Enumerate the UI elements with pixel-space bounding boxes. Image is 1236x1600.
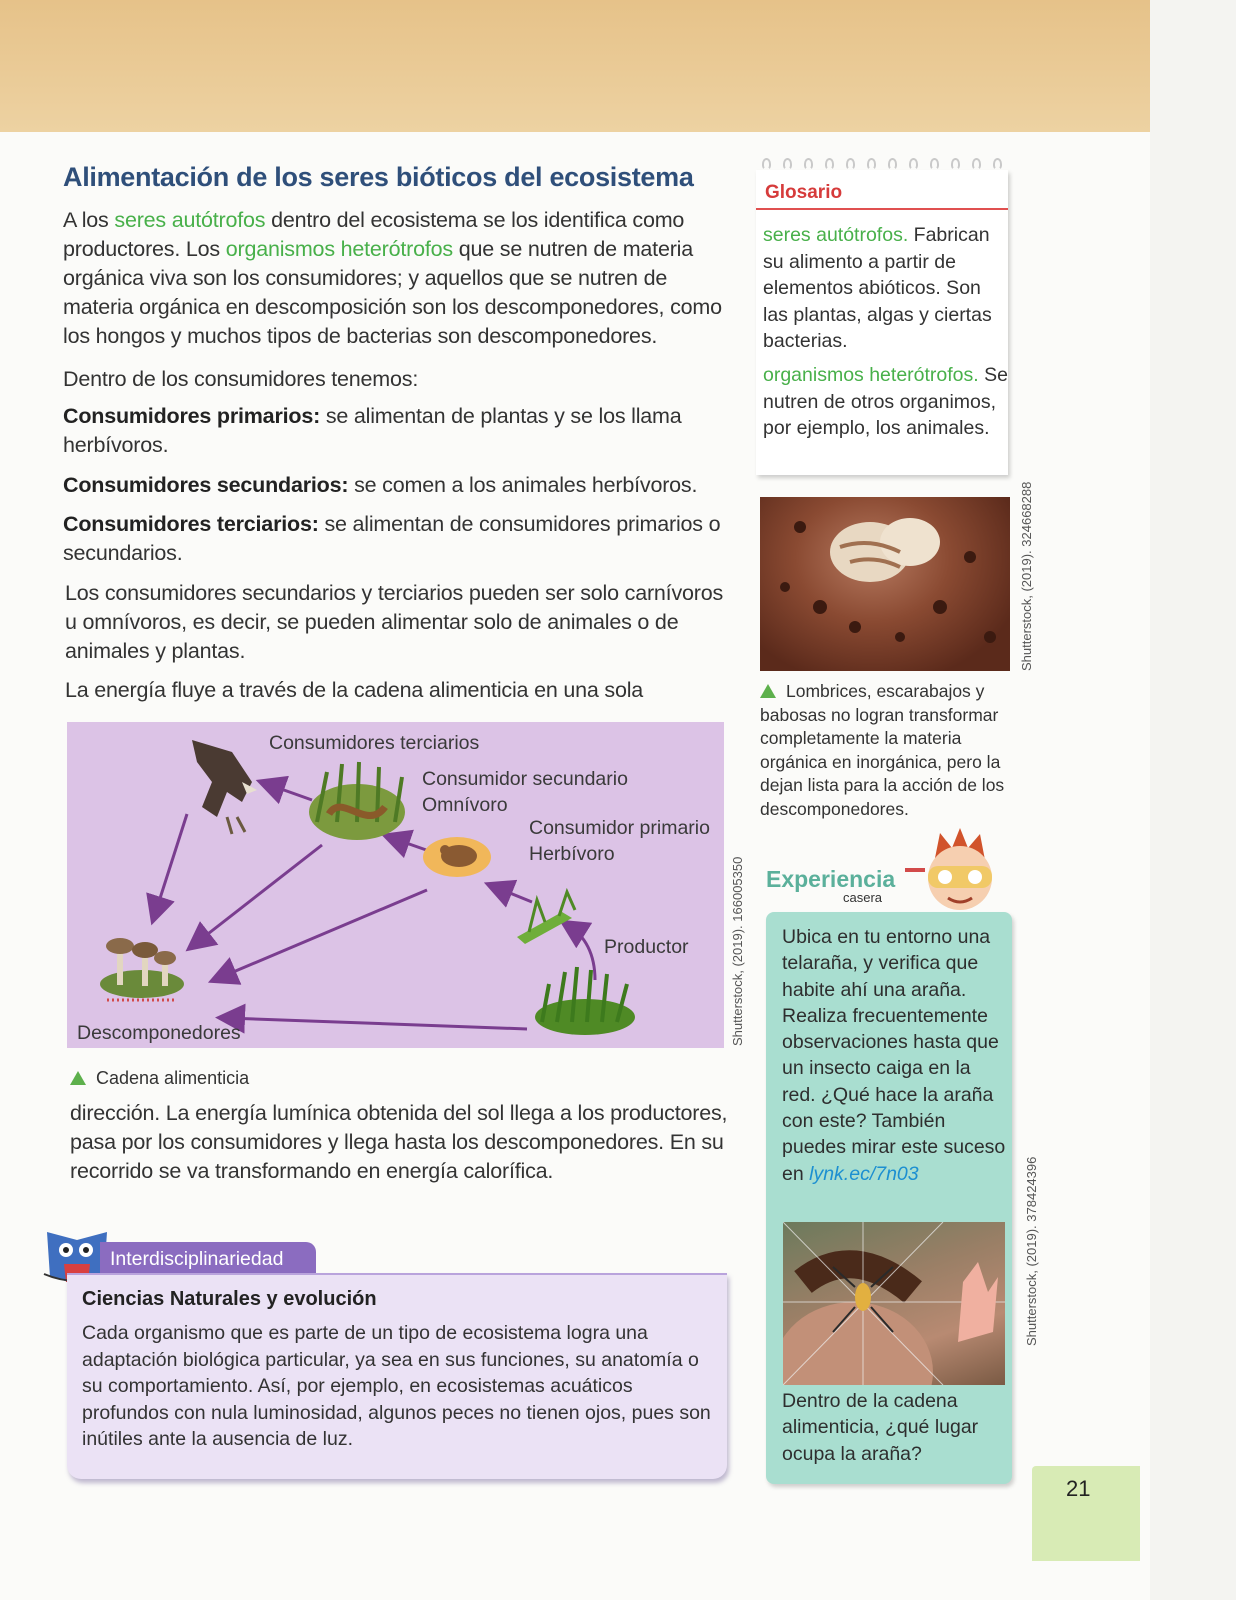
- consumer-primary-desc: se alimentan de plantas y se los llama herbívoros.: [63, 404, 682, 457]
- glossary-heading: Glosario: [765, 182, 843, 203]
- glossary-def-1: Fabrican su alimento a partir de elementos abióticos. Son las plantas, algas y ciertas bacterias.: [763, 224, 992, 352]
- consumer-tertiary-term: Consumidores terciarios:: [63, 512, 319, 536]
- carnivores-paragraph: Los consumidores secundarios y terciarios pueden ser solo carnívoros u omnívoros, es decir, se pueden alimentar solo de animales o de animales y plantas.: [65, 581, 724, 663]
- interdisciplinary-tab-label: Interdisciplinariedad: [110, 1248, 284, 1270]
- experience-title: Experiencia: [766, 866, 896, 892]
- intro-text-2: dentro del ecosistema se los identifica como productores. Los: [63, 208, 685, 261]
- diagram-caption-text: Cadena alimenticia: [96, 1068, 250, 1088]
- label-tertiary: Consumidores terciarios: [269, 732, 480, 754]
- triangle-icon: [760, 684, 776, 698]
- energy-paragraph-end: dirección. La energía lumínica obtenida del sol llega a los productores, pasa por los consumidores y llega hasta los descomponedores. En su recorrido se va transformando en energía calorífica.: [70, 1101, 728, 1183]
- arrow-grasshopper-to-mouse: [495, 887, 532, 902]
- grass-producer-icon: [535, 967, 635, 1035]
- mouse-icon: [423, 837, 491, 877]
- label-producer: Productor: [604, 936, 689, 958]
- eagle-icon: [192, 740, 257, 834]
- experience-link[interactable]: lynk.ec/7n03: [809, 1162, 919, 1185]
- label-herbivore: Herbívoro: [529, 843, 615, 865]
- page-margin: [1150, 0, 1236, 1600]
- consumer-tertiary-desc: se alimentan de consumidores primarios o secundarios.: [63, 512, 721, 565]
- glossary-term-2: organismos heterótrofos.: [763, 364, 979, 386]
- experience-question: Dentro de la cadena alimenticia, ¿qué lugar ocupa la araña?: [782, 1390, 979, 1465]
- glossary-entry-autotrofos: [763, 222, 1008, 355]
- consumers-intro: Dentro de los consumidores tenemos:: [63, 367, 419, 391]
- header-band: [0, 0, 1150, 132]
- experience-text: [782, 924, 1006, 1187]
- energy-paragraph-start: La energía fluye a través de la cadena alimenticia en una sola: [65, 678, 644, 702]
- scientist-kid-icon: [900, 828, 1010, 920]
- consumer-primary-term: Consumidores primarios:: [63, 404, 321, 428]
- label-secondary: Consumidor secundario: [422, 768, 628, 790]
- consumer-secondary-desc: se comen a los animales herbívoros.: [348, 473, 698, 497]
- term-autotrofos: seres autótrofos: [114, 208, 266, 232]
- arrow-snake-to-eagle: [267, 784, 312, 800]
- arrow-eagle-to-decomposers: [155, 814, 187, 914]
- page-title: Alimentación de los seres bióticos del ecosistema: [63, 162, 694, 192]
- mushrooms-decomposers-icon: [100, 938, 184, 1000]
- glossary-term-1: seres autótrofos.: [763, 224, 909, 246]
- interdisciplinary-tab: [100, 1242, 316, 1275]
- page-number: 21: [1066, 1476, 1091, 1501]
- consumer-secondary-term: Consumidores secundarios:: [63, 473, 349, 497]
- consumer-primary: [63, 402, 723, 460]
- decomposer-larvae-photo: [760, 497, 1010, 671]
- spiral-binding: [756, 158, 1008, 174]
- intro-text-1: A los: [63, 208, 115, 232]
- glossary-def-2: Se nutren de otros organimos, por ejemplo, los animales.: [763, 364, 1008, 439]
- term-heterotrofos: organismos heterótrofos: [225, 237, 453, 261]
- consumer-secondary: [63, 471, 723, 500]
- intro-text-3: que se nutren de materia orgánica viva son los consumidores; y aquellos que se nutren de materia orgánica en descomposición son los descomponedores, como los hongos y muchos tipos de bacterias son descomponedores.: [63, 237, 722, 348]
- spider-web-photo: [783, 1222, 1005, 1385]
- glossary-entry-heterotrofos: [763, 362, 1008, 442]
- arrow-grass-to-decomposers: [227, 1018, 527, 1029]
- snake-in-grass-icon: [309, 762, 405, 840]
- photo-worms-credit: Shutterstock, (2019). 324668288: [1019, 481, 1034, 671]
- glossary-divider: [756, 208, 1008, 210]
- consumer-tertiary: [63, 510, 728, 568]
- diagram-credit: Shutterstock, (2019). 166005350: [730, 856, 745, 1046]
- photo-worms-caption-text: Lombrices, escarabajos y babosas no logran transformar completamente la materia orgánica en inorgánica, pero la dejan lista para la acción de los descomponedores.: [760, 681, 1005, 819]
- photo-spider-credit: Shutterstock, (2019). 378424396: [1024, 1156, 1039, 1346]
- label-primary: Consumidor primario: [529, 817, 710, 839]
- diagram-caption: [70, 1066, 249, 1090]
- experience-instructions: Ubica en tu entorno una telaraña, y verifica que habite ahí una araña. Realiza frecuentemente observaciones hasta que un insecto caiga en la red. ¿Qué hace la araña con este? También puedes mirar este suceso en: [782, 926, 1006, 1185]
- photo-worms-caption: [760, 680, 1010, 821]
- glossary-card: [756, 170, 1008, 475]
- interdisciplinary-text: Cada organismo que es parte de un tipo de ecosistema logra una adaptación biológica particular, ya sea en sus funciones, su anatomía o su comportamiento. Así, por ejemplo, en ecosistemas acuáticos profundos con nula luminosidad, algunos peces no tienen ojos, pues son inútiles ante la ausencia de luz.: [82, 1322, 711, 1450]
- intro-paragraph: [63, 206, 728, 351]
- interdisciplinary-heading: Ciencias Naturales y evolución: [82, 1288, 377, 1310]
- label-omnivore: Omnívoro: [422, 794, 508, 816]
- triangle-icon: [70, 1071, 86, 1085]
- arrow-snake-to-decomposers: [195, 845, 322, 944]
- label-decomposers: Descomponedores: [77, 1022, 241, 1044]
- food-chain-diagram: [67, 722, 724, 1048]
- experience-subtitle: casera: [843, 890, 883, 905]
- arrow-mouse-to-decomposers: [219, 890, 427, 978]
